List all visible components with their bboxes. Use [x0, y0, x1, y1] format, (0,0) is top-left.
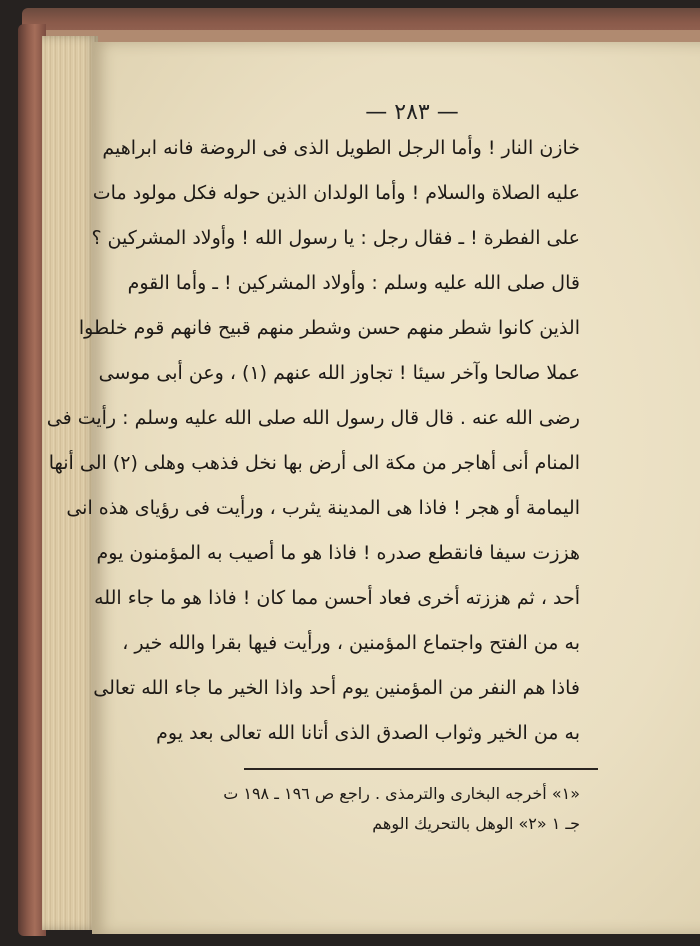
page-number: — ٢٨٣ —: [365, 100, 459, 125]
text-line: عليه الصلاة والسلام ! وأما الولدان الذين حوله فكل مولود مات: [92, 182, 580, 204]
text-line: هززت سيفا فانقطع صدره ! فاذا هو ما أصيب به المؤمنون يوم: [96, 542, 580, 564]
text-line: به من الفتح واجتماع المؤمنين ، ورأيت فيها بقرا والله خير ،: [122, 632, 580, 654]
footnote-divider: [244, 768, 598, 770]
text-line: به من الخير وثواب الصدق الذى أتانا الله تعالى بعد يوم: [156, 722, 580, 744]
text-line: قال صلى الله عليه وسلم : وأولاد المشركين ! ـ وأما القوم: [127, 272, 580, 294]
text-line: المنام أنى أهاجر من مكة الى أرض بها نخل فذهب وهلى (٢) الى أنها: [48, 452, 580, 474]
text-line: فاذا هم النفر من المؤمنين يوم أحد واذا الخير ما جاء الله تعالى: [93, 677, 580, 699]
page-stack: [42, 36, 98, 930]
cover-edge: [30, 30, 700, 42]
text-line: الذين كانوا شطر منهم حسن وشطر منهم قبيح فانهم قوم خلطوا: [78, 317, 580, 339]
footnote-line: «١» أخرجه البخارى والترمذى . راجع ص ١٩٦ ـ ١٩٨ ت: [223, 784, 580, 803]
text-line: خازن النار ! وأما الرجل الطويل الذى فى الروضة فانه ابراهيم: [102, 137, 580, 159]
text-line: رضى الله عنه . قال قال رسول الله صلى الله عليه وسلم : رأيت فى: [46, 407, 580, 429]
text-line: أحد ، ثم هززته أخرى فعاد أحسن مما كان ! فاذا هو ما جاء الله: [94, 587, 580, 609]
book-page: [46, 42, 700, 934]
text-line: عملا صالحا وآخر سيئا ! تجاوز الله عنهم (١) ، وعن أبى موسى: [98, 362, 580, 384]
footnote-line: جـ ١ «٢» الوهل بالتحريك الوهم: [372, 814, 580, 833]
text-line: على الفطرة ! ـ فقال رجل : يا رسول الله ! وأولاد المشركين ؟: [91, 227, 580, 249]
text-line: اليمامة أو هجر ! فاذا هى المدينة يثرب ، ورأيت فى رؤياى هذه انى: [66, 497, 580, 519]
